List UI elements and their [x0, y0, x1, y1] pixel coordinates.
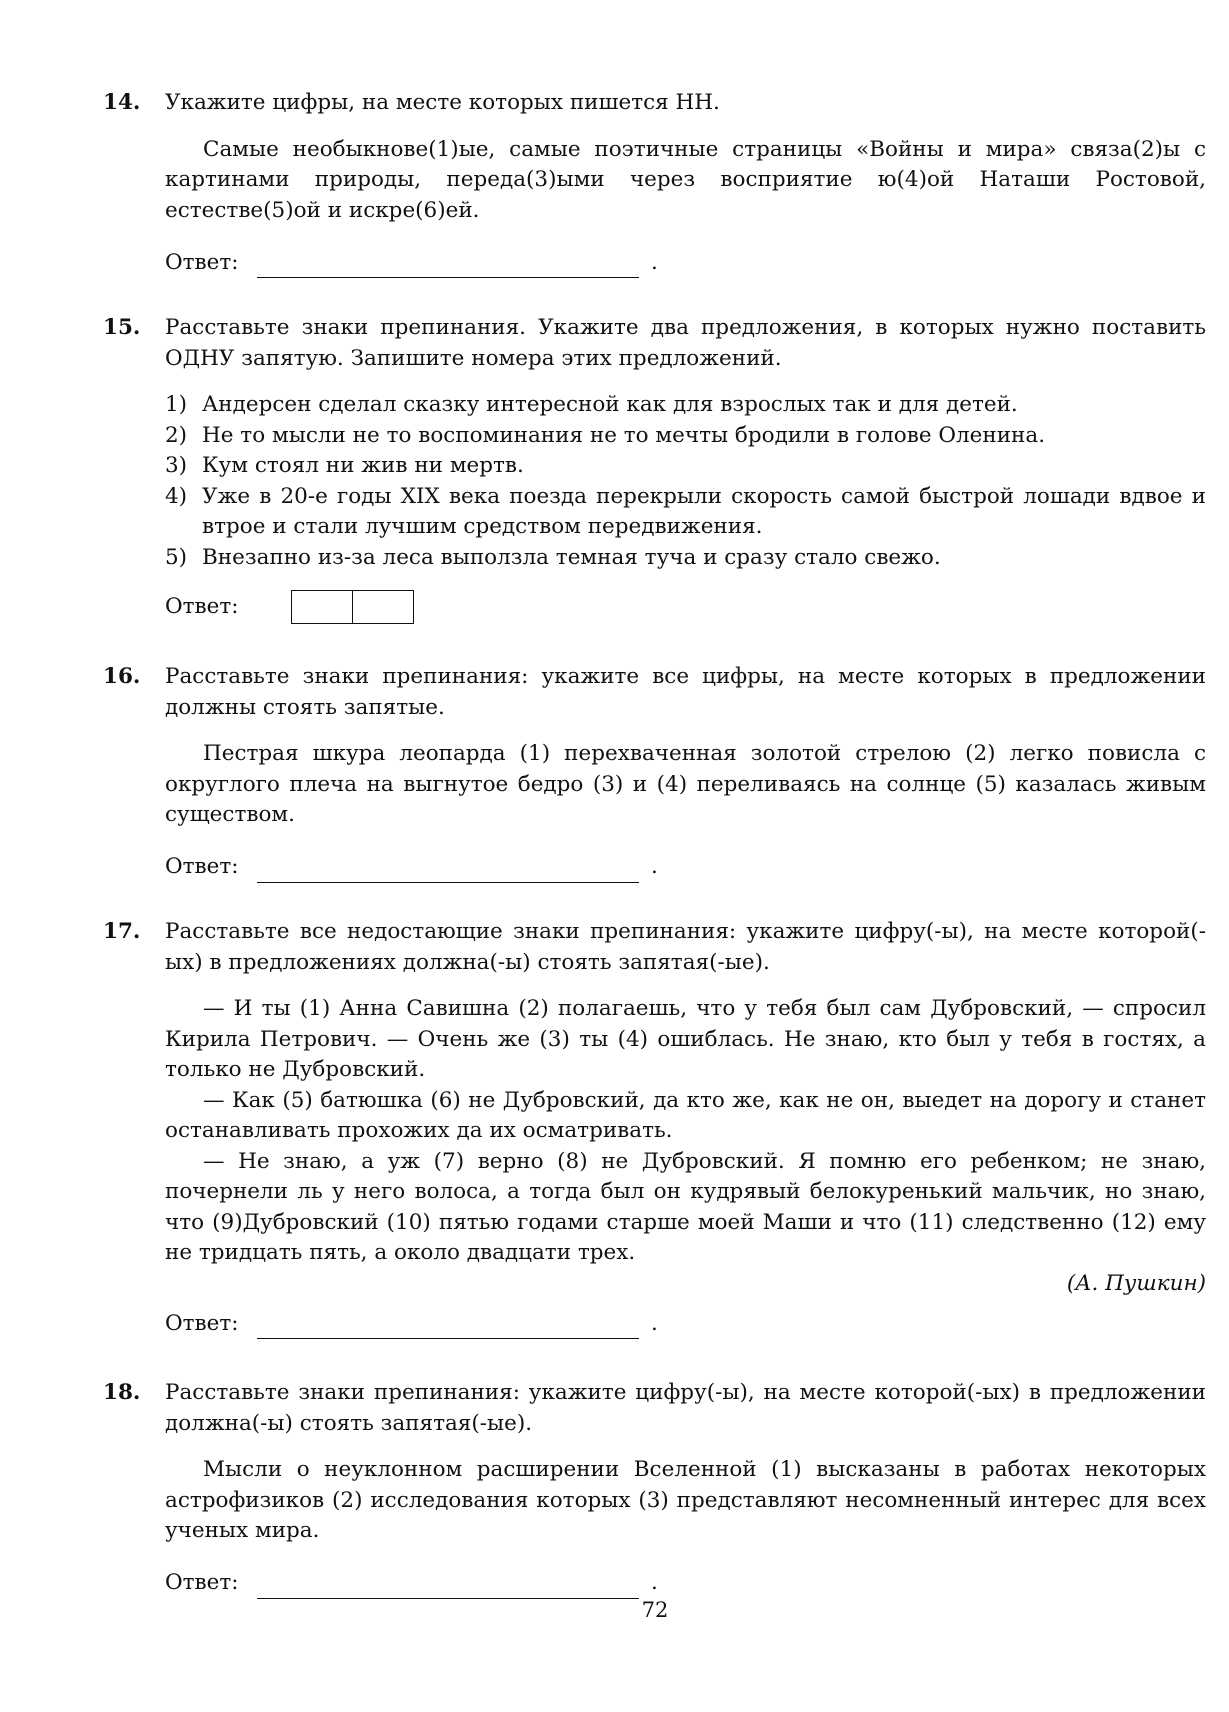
answer-period: . — [651, 1570, 658, 1595]
option-number: 2) — [165, 422, 188, 448]
option-text: Внезапно из-за леса выползла темная туча и сразу стало свежо. — [202, 544, 941, 570]
task-number: 18. — [103, 1380, 141, 1405]
task-question: Расставьте знаки препинания. Укажите два предложения, в которых нужно поставить ОДНУ запятую. Запишите номера этих предложений. — [165, 315, 1206, 371]
task-16 — [103, 662, 1206, 883]
options-list — [165, 390, 1206, 573]
task-question: Расставьте знаки препинания: укажите цифру(-ы), на месте которой(-ых) в предложении должна(-ы) стоять запятая(-ые). — [165, 1380, 1206, 1436]
option-number: 3) — [165, 453, 188, 478]
option-number: 4) — [165, 483, 188, 509]
answer-row — [165, 242, 1206, 278]
passage-paragraph: Пестрая шкура леопарда (1) перехваченная золотой стрелою (2) легко повисла с округлого плеча на выгнутое бедро (3) и (4) переливаясь на солнце (5) казалась живым существом. — [165, 741, 1206, 827]
option-text: Кум стоял ни жив ни мертв. — [202, 453, 524, 478]
answer-label: Ответ: — [165, 1310, 239, 1336]
answer-label: Ответ: — [165, 593, 239, 619]
option-text: Не то мысли не то воспоминания не то мечты бродили в голове Оленина. — [202, 422, 1046, 448]
answer-row — [165, 847, 1206, 883]
answer-boxes — [291, 590, 414, 624]
passage-paragraph: — Как (5) батюшка (6) не Дубровский, да кто же, как не он, выедет на дорогу и станет останавливать прохожих да их осматривать. — [165, 1087, 1206, 1143]
passage-paragraph: Самые необыкнове(1)ые, самые поэтичные страницы «Войны и мира» связа(2)ы с картинами природы, переда(3)ыми через восприятие ю(4)ой Наташи Ростовой, естестве(5)ой и искре(6)ей. — [165, 136, 1206, 223]
passage-paragraph: — Не знаю, а уж (7) верно (8) не Дубровский. Я помню его ребенком; не знаю, почернели ль у него волоса, а тогда был он кудрявый белокуренький мальчик, но знаю, что (9)Дубровский (10) пятью годами старше моей Маши и что (11) следственно (12) ему не тридцать пять, а около двадцати трех. — [165, 1148, 1206, 1265]
task-14 — [103, 88, 1206, 278]
answer-box[interactable] — [352, 591, 413, 623]
list-item — [165, 482, 1206, 543]
page-number: 72 — [641, 1598, 669, 1622]
answer-line[interactable] — [257, 1310, 639, 1339]
option-text: Уже в 20-е годы XIX века поезда перекрыли скорость самой быстрой лошади вдвое и втрое и стали лучшим средством передвижения. — [202, 483, 1206, 539]
task-18 — [103, 1378, 1206, 1599]
list-item — [165, 421, 1206, 452]
option-number: 5) — [165, 544, 188, 570]
option-number: 1) — [165, 392, 188, 417]
task-passage — [165, 135, 1206, 227]
task-passage — [165, 994, 1206, 1269]
list-item — [165, 390, 1206, 421]
answer-period: . — [651, 1310, 658, 1336]
task-number: 17. — [103, 919, 141, 944]
answer-row — [165, 1303, 1206, 1339]
option-text: Андерсен сделал сказку интересной как для взрослых так и для детей. — [202, 392, 1018, 417]
task-question: Укажите цифры, на месте которых пишется НН. — [165, 90, 720, 115]
task-question: Расставьте все недостающие знаки препинания: укажите цифру(-ы), на месте которой(-ых) в предложениях должна(-ы) стоять запятая(-ые). — [165, 919, 1206, 975]
task-question: Расставьте знаки препинания: укажите все цифры, на месте которых в предложении должны стоять запятые. — [165, 664, 1206, 720]
passage-paragraph: Мысли о неуклонном расширении Вселенной (1) высказаны в работах некоторых астрофизиков (2) исследования которых (3) представляют несомненный интерес для всех ученых мира. — [165, 1457, 1206, 1543]
list-item — [165, 543, 1206, 574]
answer-line[interactable] — [257, 854, 639, 883]
answer-label: Ответ: — [165, 1570, 239, 1595]
task-number: 16. — [103, 664, 141, 689]
author-attribution: (А. Пушкин) — [1066, 1270, 1206, 1296]
answer-period: . — [651, 249, 658, 275]
answer-row — [165, 589, 1206, 625]
answer-label: Ответ: — [165, 854, 239, 879]
task-number: 15. — [103, 315, 141, 340]
answer-row — [165, 1563, 1206, 1599]
task-15 — [103, 313, 1206, 625]
answer-box[interactable] — [292, 591, 352, 623]
answer-label: Ответ: — [165, 249, 239, 275]
passage-paragraph: — И ты (1) Анна Савишна (2) полагаешь, что у тебя был сам Дубровский, — спросил Кирила Петрович. — Очень же (3) ты (4) ошиблась. Не знаю, кто был у тебя в гостях, а только не Дубровский. — [165, 996, 1206, 1082]
task-passage — [165, 739, 1206, 831]
task-number: 14. — [103, 90, 141, 115]
answer-line[interactable] — [257, 1570, 639, 1599]
list-item — [165, 451, 1206, 482]
task-17 — [103, 917, 1206, 1339]
answer-period: . — [651, 854, 658, 879]
task-passage — [165, 1455, 1206, 1547]
answer-line[interactable] — [257, 249, 639, 278]
